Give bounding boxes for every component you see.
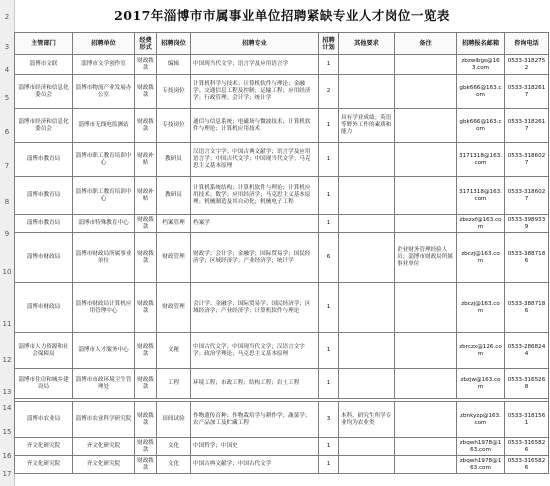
note-cell xyxy=(395,177,457,215)
header-cell: 主管部门 xyxy=(15,33,73,55)
plan-cell: 1 xyxy=(319,215,339,233)
note-cell xyxy=(395,333,457,369)
major-cell: 档案学 xyxy=(191,215,319,233)
dept-cell: 淄博市农业局 xyxy=(15,402,73,438)
plan-cell: 1 xyxy=(319,333,339,369)
post-cell: 编辑 xyxy=(157,55,191,75)
table-row xyxy=(15,215,549,233)
table-row xyxy=(15,333,549,369)
unit-cell: 淄博市特殊教育中心 xyxy=(73,215,135,233)
post-cell: 专技岗位 xyxy=(157,109,191,143)
plan-cell: 1 xyxy=(319,177,339,215)
header-cell: 咨询电话 xyxy=(505,33,549,55)
email-cell: zbqwh1978@163.com xyxy=(457,438,505,456)
note-cell xyxy=(395,283,457,333)
unit-cell: 淄博市职工教育培训中心 xyxy=(73,143,135,177)
row-number: 10 xyxy=(2,268,12,276)
phone-cell: 0533-3887186 xyxy=(505,233,549,283)
row-number: 9 xyxy=(4,230,10,238)
plan-cell: 1 xyxy=(319,283,339,333)
plan-cell: 1 xyxy=(319,109,339,143)
major-cell: 作物遗传育种；作物栽培学与耕作学；蔬菜学；农产品加工及贮藏工程 xyxy=(191,402,319,438)
unit-cell: 淄博市职工教育培训中心 xyxy=(73,177,135,215)
row-number: 13 xyxy=(2,388,12,396)
phone-cell: 0533-3989339 xyxy=(505,215,549,233)
header-cell: 招聘报名邮箱 xyxy=(457,33,505,55)
dept-cell: 淄博市经济和信息化委员会 xyxy=(15,75,73,109)
dept-cell: 淄博市教育局 xyxy=(15,215,73,233)
table-row xyxy=(15,283,549,333)
table-row xyxy=(15,233,549,283)
plan-cell: 6 xyxy=(319,233,339,283)
row-number: 16 xyxy=(2,452,12,460)
row-number: 2 xyxy=(4,13,10,21)
unit-cell: 齐文化研究院 xyxy=(73,456,135,474)
fund-cell: 财政拨款 xyxy=(135,233,157,283)
dept-cell: 淄博市人力资源和社会保障局 xyxy=(15,333,73,369)
row-number: 7 xyxy=(4,162,10,170)
post-cell: 文秘 xyxy=(157,333,191,369)
unit-cell: 淄博市市政环境卫生管理处 xyxy=(73,369,135,399)
unit-cell: 淄博市财政局所属事业单位 xyxy=(73,233,135,283)
row-number: 3 xyxy=(4,43,10,51)
phone-cell: 0533-3165826 xyxy=(505,438,549,456)
other-cell xyxy=(339,438,395,456)
other-cell xyxy=(339,55,395,75)
row-number: 4 xyxy=(4,66,10,74)
dept-cell: 淄博市财政局 xyxy=(15,283,73,333)
page-title: 2017年淄博市市属事业单位招聘紧缺专业人才岗位一览表 xyxy=(114,8,450,23)
dept-cell: 淄博市经济和信息化委员会 xyxy=(15,109,73,143)
dept-cell: 齐文化研究院 xyxy=(15,438,73,456)
row-number: 8 xyxy=(4,198,10,206)
header-row xyxy=(15,33,549,55)
other-cell xyxy=(339,456,395,474)
phone-cell: 0533-3182752 xyxy=(505,55,549,75)
header-cell: 招聘计划 xyxy=(319,33,339,55)
major-cell: 汉语言文字学；中国古典文献学；语言学及应用语言学；中国古代文学；中国现当代文学；马克思主义基本原理 xyxy=(191,143,319,177)
other-cell: 具有学业成绩；英语等野外工作的素质和能力 xyxy=(339,109,395,143)
header-cell: 招聘岗位 xyxy=(157,33,191,55)
row-number: 6 xyxy=(4,128,10,136)
dept-cell: 淄博市文联 xyxy=(15,55,73,75)
fund-cell: 财政拨款 xyxy=(135,55,157,75)
major-cell: 环境工程；市政工程；结构工程；岩土工程 xyxy=(191,369,319,399)
header-cell: 招聘单位 xyxy=(73,33,135,55)
phone-cell: 0533-3182617 xyxy=(505,75,549,109)
major-cell: 会计学；金融学；国际贸易学；国民经济学；区域经济学；产业经济学；计算机软件与理论 xyxy=(191,283,319,333)
row-number: 17 xyxy=(2,470,12,478)
note-cell: 企业财务管理经验人员；淄博市财政局所属事业单位 xyxy=(395,233,457,283)
post-cell: 财政管理 xyxy=(157,233,191,283)
post-cell: 工程 xyxy=(157,369,191,399)
phone-cell: 0533-2868244 xyxy=(505,333,549,369)
major-cell: 财政学；会计学；金融学；国际贸易学；国民经济学；区域经济学；产业经济学；统计学 xyxy=(191,233,319,283)
phone-cell: 0533-3186027 xyxy=(505,177,549,215)
fund-cell: 财政拨款 xyxy=(135,109,157,143)
major-cell: 计算机系统结构；计算机软件与理论；计算机应用技术；数学；应用经济学；马克思主义基本原理；机械制造及其自动化；机械电子工程 xyxy=(191,177,319,215)
fund-cell: 财政拨款 xyxy=(135,75,157,109)
other-cell xyxy=(339,75,395,109)
phone-cell: 0533-3182617 xyxy=(505,109,549,143)
post-cell: 教研员 xyxy=(157,143,191,177)
unit-cell: 淄博市农业科学研究院 xyxy=(73,402,135,438)
major-cell: 中国古代文学；中国现当代文学；汉语言文字学；政治学理论；马克思主义基本原理 xyxy=(191,333,319,369)
major-cell: 中国现当代文学；语言学及应用语言学 xyxy=(191,55,319,75)
row-number: 12 xyxy=(2,356,12,364)
plan-cell: 1 xyxy=(319,456,339,474)
email-cell: gbk666@163.com xyxy=(457,109,505,143)
email-cell: zbqwh1978@163.com xyxy=(457,456,505,474)
dept-cell: 齐文化研究院 xyxy=(15,456,73,474)
note-cell xyxy=(395,143,457,177)
unit-cell: 淄博市无线电监测站 xyxy=(73,109,135,143)
fund-cell: 财政补贴 xyxy=(135,143,157,177)
row-number: 5 xyxy=(4,94,10,102)
phone-cell: 0533-3186027 xyxy=(505,143,549,177)
table-row xyxy=(15,402,549,438)
plan-cell: 1 xyxy=(319,55,339,75)
dept-cell: 淄博市教育局 xyxy=(15,177,73,215)
table-row xyxy=(15,55,549,75)
post-cell: 专技岗位 xyxy=(157,75,191,109)
phone-cell: 0533-3887186 xyxy=(505,283,549,333)
email-cell: zbzjw@163.com xyxy=(457,369,505,399)
plan-cell: 1 xyxy=(319,143,339,177)
note-cell xyxy=(395,369,457,399)
plan-cell: 3 xyxy=(319,402,339,438)
note-cell xyxy=(395,75,457,109)
other-cell xyxy=(339,177,395,215)
table-row xyxy=(15,109,549,143)
other-cell xyxy=(339,283,395,333)
dept-cell: 淄博市财政局 xyxy=(15,233,73,283)
email-cell: zbszxf@163.com xyxy=(457,215,505,233)
major-cell: 计算机科学与技术；计算机软件与理论；金融学；交通信息工程及控制；运输工程；应用经济学；行政管理；会计学；统计学 xyxy=(191,75,319,109)
fund-cell: 财政拨款 xyxy=(135,215,157,233)
email-cell: zbnkyzp@163.com xyxy=(457,402,505,438)
row-number: 15 xyxy=(2,428,12,436)
plan-cell: 1 xyxy=(319,369,339,399)
other-cell xyxy=(339,143,395,177)
note-cell xyxy=(395,438,457,456)
header-cell: 招聘专业 xyxy=(191,33,319,55)
other-cell xyxy=(339,215,395,233)
note-cell xyxy=(395,215,457,233)
table-row xyxy=(15,143,549,177)
fund-cell: 财政拨款 xyxy=(135,438,157,456)
major-cell: 中国哲学；中国史 xyxy=(191,438,319,456)
note-cell xyxy=(395,55,457,75)
table-row xyxy=(15,438,549,456)
other-cell: 本科、研究生所学专业均为农业类 xyxy=(339,402,395,438)
fund-cell: 财政拨款 xyxy=(135,333,157,369)
fund-cell: 财政拨款 xyxy=(135,283,157,333)
email-cell: zbczj@163.com xyxy=(457,283,505,333)
phone-cell: 0533-3181561 xyxy=(505,402,549,438)
other-cell xyxy=(339,233,395,283)
post-cell: 档案管理 xyxy=(157,215,191,233)
row-number: 11 xyxy=(2,320,12,328)
unit-cell: 淄博市人才服务中心 xyxy=(73,333,135,369)
post-cell: 文化 xyxy=(157,456,191,474)
post-cell: 财政管理 xyxy=(157,283,191,333)
post-cell: 文化 xyxy=(157,438,191,456)
plan-cell: 1 xyxy=(319,438,339,456)
note-cell xyxy=(395,402,457,438)
dept-cell: 淄博市教育局 xyxy=(15,143,73,177)
major-cell: 中国古典文献学；中国古代文学 xyxy=(191,456,319,474)
fund-cell: 财政拨款 xyxy=(135,402,157,438)
unit-cell: 淄博市物流产业发展办公室 xyxy=(73,75,135,109)
unit-cell: 淄博市文学创作室 xyxy=(73,55,135,75)
email-cell: zbzwlbgs@163.com xyxy=(457,55,505,75)
fund-cell: 财政补贴 xyxy=(135,177,157,215)
recruitment-table xyxy=(14,32,549,474)
other-cell xyxy=(339,369,395,399)
fund-cell: 财政拨款 xyxy=(135,369,157,399)
email-cell: zbczj@163.com xyxy=(457,233,505,283)
other-cell xyxy=(339,333,395,369)
phone-cell: 0533-3165268 xyxy=(505,369,549,399)
table-row xyxy=(15,75,549,109)
phone-cell: 0533-3165826 xyxy=(505,456,549,474)
header-cell: 经费形式 xyxy=(135,33,157,55)
dept-cell: 淄博市住房和城乡建设局 xyxy=(15,369,73,399)
email-cell: zbrczx@126.com xyxy=(457,333,505,369)
email-cell: 3171318@163.com xyxy=(457,143,505,177)
table-row xyxy=(15,369,549,399)
header-cell: 其他要求 xyxy=(339,33,395,55)
fund-cell: 财政拨款 xyxy=(135,456,157,474)
unit-cell: 齐文化研究院 xyxy=(73,438,135,456)
row-number: 14 xyxy=(2,404,12,412)
email-cell: gbk666@163.com xyxy=(457,75,505,109)
row-number-column xyxy=(0,0,15,486)
post-cell: 教研员 xyxy=(157,177,191,215)
header-cell: 备注 xyxy=(395,33,457,55)
note-cell xyxy=(395,109,457,143)
major-cell: 通信与信息系统；电磁场与微波技术；计算机软件与理论；计算机应用技术 xyxy=(191,109,319,143)
post-cell: 田间试验 xyxy=(157,402,191,438)
table-row xyxy=(15,456,549,474)
unit-cell: 淄博市财政局计算机应用管理中心 xyxy=(73,283,135,333)
note-cell xyxy=(395,456,457,474)
table-row xyxy=(15,177,549,215)
email-cell: 3171318@163.com xyxy=(457,177,505,215)
plan-cell: 2 xyxy=(319,75,339,109)
